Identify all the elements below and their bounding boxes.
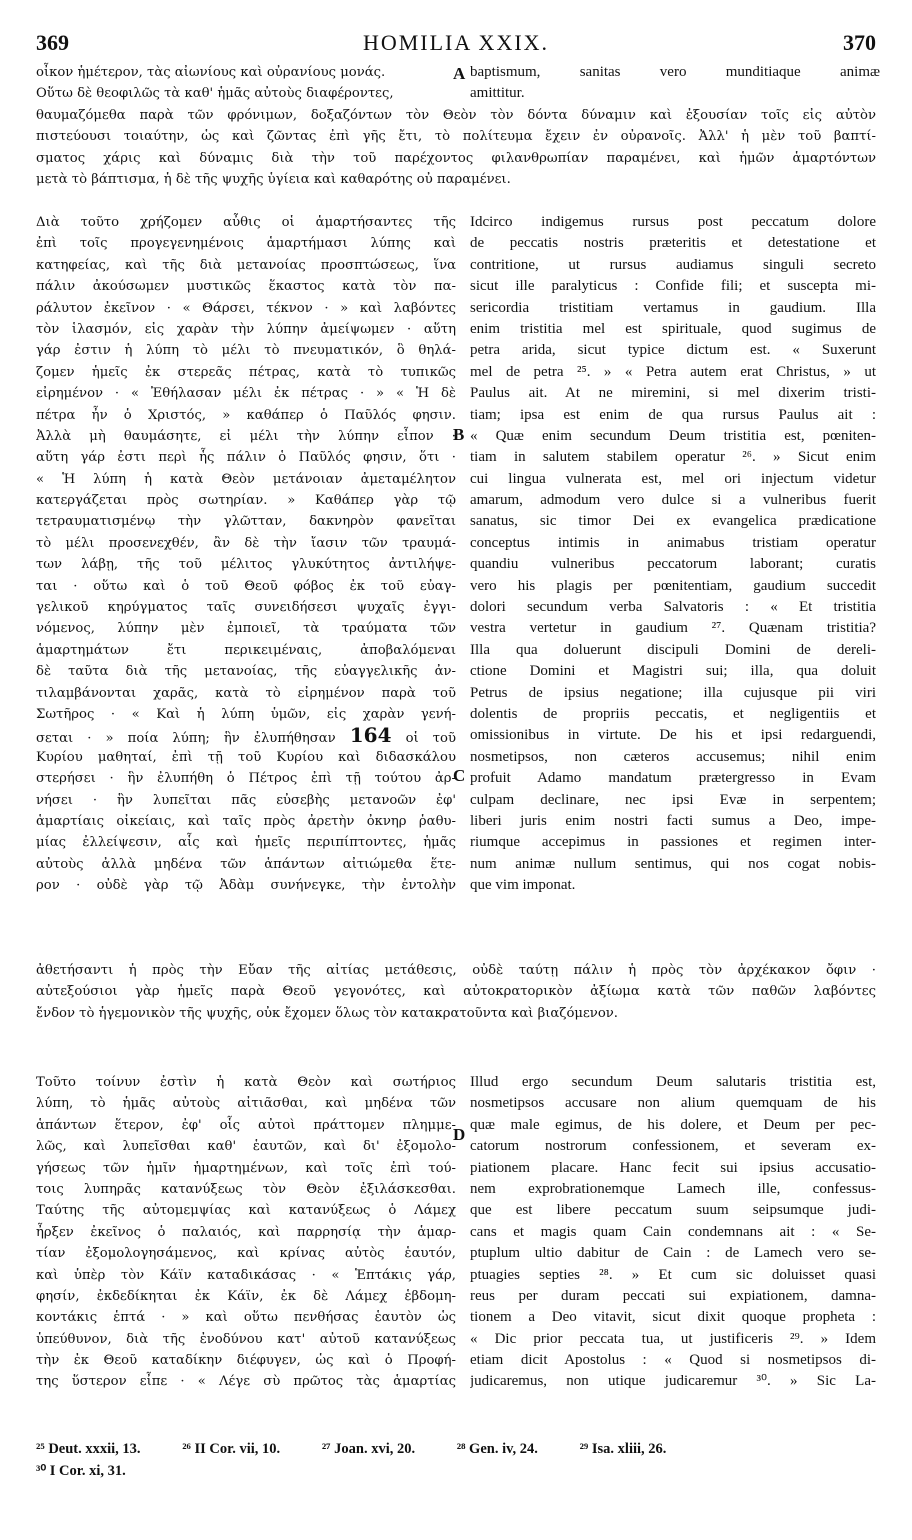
text-line: κατεργάζεται πρὸς σωτηρίαν. » Καθάπερ γὰρ τῷ [36,493,456,509]
text-line: baptismum, sanitas vero munditiaque animæ [470,64,880,80]
text-line: τοις λυπηρᾶς κατανύξεως τὸν Θεὸν ἐξιλάσκεσθαι. [36,1181,456,1197]
greek-column-1 [36,212,456,897]
text-line: « Dic prior peccata tua, ut justificeris ²⁹. » Idem [470,1330,876,1347]
text-line: tiam in salutem stabilem operatur ²⁶. » Sicut enim [470,449,876,466]
text-line: τὸν ἱλασμόν, εἰς χαρὰν τὴν λύπην ἀμείψωμεν · αὕτη [36,321,456,337]
text-line: cans et magis quam Cain condemnans ait : « Se- [470,1223,876,1240]
page-number-right: 370 [843,30,876,55]
text-line: γελικοῦ κηρύγματος ταῖς συνειδήσεσι ψυχαῖς ἐγγι- [36,600,456,616]
text-line: κατηφείας, καὶ τῆς διὰ μετανοίας προσπτώσεως, ἵνα [36,257,456,273]
text-line: nosmetipsos accusare non alium quemquam de his [470,1095,876,1112]
text-segment: οἱ τοῦ [405,731,456,747]
text-line: λύπη, τὸ ἡμᾶς αὐτοὺς αἰτιᾶσθαι, καὶ μηδένα τῶν [36,1096,456,1112]
text-line: ctione Domini et Magistri sui; illa, qua doluit [470,663,876,680]
footnote: ³⁰ I Cor. xi, 31. [36,1463,126,1479]
text-line: των λάβῃ, τῆς τοῦ μέλιτος γλυκύτητος ἀντιλήψε- [36,557,456,573]
section-marker-c: C [453,766,466,785]
text-line: ζομεν ἡμεῖς ἐκ στερεᾶς πέτρας, κατὰ τὸ τυπικῶς [36,364,456,380]
text-line: τὴν ἐκ Θεοῦ καταδίκην διέφυγεν, ὡς καὶ ὁ Προφή- [36,1353,456,1369]
greek-column-1-lower [36,1072,456,1393]
text-line: Κυρίου μαθηταί, ἐπὶ τῇ τοῦ Κυρίου καὶ διδασκάλου [36,749,456,765]
text-line-with-number [36,725,456,746]
text-line: amittitur. [470,85,525,102]
text-line: omissionibus in virtute. De his et ipsi redarguendi, [470,727,876,744]
text-line: πέτρα ἦν ὁ Χριστός, » καθάπερ ὁ Παῦλός φησιν. [36,407,456,423]
text-line: δὲ ταῦτα διὰ τῆς μετανοίας, τῆς εὐαγγελικῆς ἀν- [36,664,456,680]
text-line: reus per duram peccati sui expiationem, damna- [470,1287,876,1304]
text-line: Διὰ τοῦτο χρήζομεν αὖθις οἱ ἁμαρτήσαντες τῆς [36,215,456,230]
text-line: Τοῦτο τοίνυν ἐστὶν ἡ κατὰ Θεὸν καὶ σωτήριος [36,1075,456,1090]
text-line: ptuagies septies ²⁸. » Et cum sic doluisset quasi [470,1266,876,1283]
text-line: Illud ergo secundum Deum salutaris tristitia est, [470,1074,876,1090]
text-line: θαυμαζόμεθα παρὰ τῶν φρόνιμων, δοξαζόντων τὸν Θεὸν τὸν δόντα δύναμιν καὶ ἐξουσίαν τοῖς εἰς αὐτὸν [36,108,876,123]
page-number-left: 369 [36,30,69,55]
text-line: Idcirco indigemus rursus post peccatum dolore [470,214,876,230]
text-line: petra arida, sicut typice dictum est. « Suxerunt [470,342,876,359]
text-line: εἰρημένον · « Ἐθήλασαν μέλι ἐκ πέτρας · » « Ἡ δὲ [36,386,456,402]
text-line: Illa qua doluerunt discipuli Domini de dereli- [470,641,876,658]
text-line: « Ἡ λύπη ἡ κατὰ Θεὸν μετάνοιαν ἀμεταμέλητον [36,471,456,487]
text-line: φησίν, ἐκδεδίκηται ἐκ Κάϊν, ἐκ δὲ Λάμεχ ἑβδομη- [36,1288,456,1304]
text-line: ptuplum ultio dabitur de Cain : de Lamech vero se- [470,1245,876,1262]
text-line: de peccatis nostris præteritis et detestatione et [470,235,876,252]
text-line: ρον · οὐδὲ γὰρ τῷ Ἀδὰμ συνήνεγκε, τὴν ἐντολὴν [36,878,456,894]
latin-column-2-lower [470,1072,876,1393]
text-line: que est libere peccatum suum seipsumque judi- [470,1202,876,1219]
section-marker-b: B [453,425,465,444]
text-line: « Quæ enim secundum Deum tristitia est, pœniten- [470,427,876,444]
text-line: στερήσει · ἣν ἐλυπήθη ὁ Πέτρος ἐπὶ τῇ τούτου ἀρ- [36,771,456,787]
greek-top-col [36,62,456,105]
text-line: Petrus de ipsius negatione; illa cujusque pii viri [470,684,876,701]
text-line: της ὕστερον εἶπε · « Λέγε σὺ πρῶτος τὰς ἁμαρτίας [36,1374,456,1390]
text-line: τὸ μέλι προσενεχθέν, ἂν δὲ τὴν ἴασιν τῶν τραυμά- [36,535,456,551]
footnote: ²⁹ Isa. xliii, 26. [579,1441,667,1457]
text-line: κοντάκις ἑπτά · » καὶ οὕτω πενθήσας ἑαυτὸν ὡς [36,1310,456,1326]
text-line: μετὰ τὸ βάπτισμα, ἡ δὲ τῆς ψυχῆς ὑγίεια καὶ καθαρότης οὐ παραμένει. [36,172,511,188]
text-line: que vim imponat. [470,877,576,894]
text-line: quæ male egimus, de his dolere, et Deum per pec- [470,1116,876,1133]
latin-column-2 [470,212,876,897]
text-line: τετραυματισμένῳ τὴν γλῶτταν, δακνηρὸν φανεῖται [36,514,456,530]
text-line: profuit Adamo mandatum prætergresso in Evam [470,770,876,787]
text-line: sanatus, sic timor Dei ex evangelica prædicatione [470,513,876,530]
text-line: καὶ ὑπὲρ τὸν Κάϊν καταδικάσας · « Ἑπτάκις γάρ, [36,1267,456,1283]
text-line: sicut ille paralyticus : Confide fili; et suscepta mi- [470,278,876,295]
text-line: dolentis de propriis peccatis, et negligentiis et [470,705,876,722]
text-line: πιστεύουσι τοιαύτην, ὡς καὶ ζῶντας ἐπὶ γῆς ἔτι, τὸ πολίτευμα ἔχειν ἐν οὐρανοῖς. Ἀλλ' ἡ μὲν τοῦ βαπτί- [36,129,876,145]
footnotes [36,1438,876,1482]
text-line: judicaremus, non utique judicaremur ³⁰. » Sic La- [470,1373,876,1390]
text-line: ται · οὕτω καὶ ὁ τοῦ Θεοῦ φόβος ἐκ τοῦ εὐαγ- [36,578,456,594]
text-line: νήσει · ἣν λυπεῖται πᾶς εὐσεβὴς μετανοῶν ἐφ' [36,792,456,808]
text-line: οἶκον ἡμέτερον, τὰς αἰωνίους καὶ οὐρανίους μονάς. [36,65,386,80]
text-line: μίας ἐλλείψεσιν, αἷς καὶ ἡμεῖς περιπίπτοντες, ἡμᾶς [36,835,456,851]
text-line: τίαν ἐξομολογησάμενος, καὶ κρίνας αὐτὸς ἑαυτόν, [36,1246,456,1262]
text-line: nosmetipsos, non cæteros accusemus; nihil enim [470,748,876,765]
text-line: αὐτοὺς ἀλλὰ μηδένα τῶν ἁπάντων αἰτιώμεθα ἕτε- [36,856,456,872]
text-line: num animæ nullum sentimus, qui nos cogat nobis- [470,855,876,872]
text-line: πάλιν ἀκούσωμεν μυστικῶς ἕκαστος κατὰ τὸν πα- [36,279,456,295]
text-line: Ταύτης τῆς αὐτομεμψίας καὶ κατανύξεως ὁ Λάμεχ [36,1203,456,1219]
section-marker-d: D [453,1125,466,1144]
text-line: ράλυτον ἐκεῖνον · « Θάρσει, τέκνον · » καὶ λαβόντες [36,300,456,316]
latin-top-col [470,62,880,105]
text-line: piationem placare. Hanc fecit sui ipsius accusatio- [470,1159,876,1176]
text-line: ἁπάντων ἕτερον, ἐφ' οἷς αὐτοὶ πράττομεν πλημμε- [36,1117,456,1133]
text-line: Paulus ait. At ne miremini, si mel dixerim tristi- [470,385,876,402]
text-line: ἔνδον τὸ ἡγεμονικὸν τῆς ψυχῆς, οὐκ ἔχομεν ὅλως τὸν κατακρατοῦντα καὶ βιαζόμενον. [36,1005,618,1021]
text-line: ἀθετήσαντι ἡ πρὸς τὴν Εὔαν τῆς αἰτίας μετάθεσις, οὐδὲ ταύτῃ πάλιν ἡ πρὸς τὸν ἀρχέκακον ὄφιν · [36,963,876,978]
text-line: Ἀλλὰ μὴ θαυμάσητε, εἰ μέλι τὴν λύπην εἶπον · [36,428,456,444]
text-line: αὐτεξούσιοι γὰρ ἡμεῖς παρὰ Θεοῦ γεγονότες, καὶ αὐτοκρατορικὸν ἀξίωμα κατὰ τῶν παθῶν λαβόντες [36,984,876,1000]
greek-full-top [36,105,876,191]
text-line: dolori secundum verba Salvatoris : « Et tristitia [470,599,876,616]
text-line: enim tristitia mel est spirituale, quod sugimus de [470,320,876,337]
text-line: nem exprobrationemque Lamech ille, confessus- [470,1180,876,1197]
footnote: ²⁷ Joan. xvi, 20. [321,1441,416,1457]
text-line: vestra vertetur in gaudium ²⁷. Quænam tristitia? [470,620,876,637]
text-line: ὑπεύθυνον, διὰ τῆς ἐνοδύνου κατ' αὐτοῦ κατανύξεως [36,1331,456,1347]
text-line: contritione, ut rursus audiamus singuli secreto [470,256,876,273]
text-line: tiam; ipsa est enim de qua rursus Paulus ait : [470,406,876,423]
text-segment: σεται · » ποία λύπη; ἣν ἐλυπήθησαν [36,731,336,747]
text-line: mel de petra ²⁵. » « Petra autem erat Christus, » ut [470,363,876,380]
homily-title: HOMILIA XXIX. [362,30,550,55]
footnote: ²⁵ Deut. xxxii, 13. [36,1441,141,1457]
text-line: νόμενος, λύπην μὲν ἐμποιεῖ, τὰ τραύματα τῶν [36,621,456,637]
running-header [36,30,876,58]
text-line: liberi juris enim nostri facti sumus a Deo, impe- [470,812,876,829]
text-line: αὕτη γάρ ἐστι περὶ ἧς πάλιν ὁ Παῦλός φησιν, ὅτι · [36,450,456,466]
text-line: sericordia tristitiam vertamus in gaudium. Illa [470,299,876,316]
text-line: Σωτῆρος · « Καὶ ἡ λύπη ὑμῶν, εἰς χαρὰν γενή- [36,706,456,722]
text-line: amarum, admodum vero dulce si a vulneribus fuerit [470,492,876,509]
greek-full-middle [36,960,876,1024]
text-line: vero his plagis per pœnitentiam, gaudium succedit [470,577,876,594]
text-line: γάρ ἐστιν ἡ λύπη τὸ μέλι τὸ πνευματικόν, ὃ θηλά- [36,343,456,359]
text-line: riumque accepimus in passiones et regimen inter- [470,834,876,851]
text-line: γήσεως τῶν ἡμῖν ἡμαρτημένων, καὶ τοῖς ἐπὶ τού- [36,1160,456,1176]
text-line: etiam dicit Apostolus : « Quod si nosmetipsos di- [470,1352,876,1369]
footnote: ²⁸ Gen. iv, 24. [456,1441,538,1457]
text-line: σματος χάρις καὶ δύναμις διὰ τὴν τοῦ παρέχοντος φιλανθρωπίαν παραμένει, καὶ ἡμῶν ἁμαρτόντων [36,150,876,166]
text-line: ἦρξεν ἐκεῖνος ὁ παλαιός, καὶ παρρησίᾳ τὴν ἁμαρ- [36,1224,456,1240]
text-line: tionem a Deo vitavit, sicut dixit quoque propheta : [470,1309,876,1326]
text-line: τιλαμβάνονται χαρᾶς, κατὰ τὸ εἰρημένον παρὰ τοῦ [36,685,456,701]
text-line: λῶς, καὶ λυπεῖσθαι καθ' ἑαυτῶν, καὶ δι' ἐξομολο- [36,1139,456,1155]
text-line: ἁμαρτημάτων ἔτι περικειμέναις, ἀποβαλόμεναι [36,642,456,658]
text-line: culpam declinare, nec ipsi Evæ in serpentem; [470,791,876,808]
edition-page-number: 164 [349,725,392,747]
text-line: ἁμαρτίαις οἰκείαις, καὶ ταῖς πρὸς ἀρετὴν ὀκνηρ ῥαθυ- [36,813,456,829]
section-marker-a: A [453,64,466,83]
footnote: ²⁶ II Cor. vii, 10. [182,1441,281,1457]
text-line: catorum nostrorum confessionem, et severam ex- [470,1138,876,1155]
text-line: quandiu vulneribus peccatorum laborant; curatis [470,556,876,573]
text-line: ἐπὶ τοῖς προγεγενημένοις ἁμαρτήμασι λύπης καὶ [36,236,456,252]
text-line: cui lingua vulnerata est, mel ori injectum videtur [470,470,876,487]
text-line: conceptus intimis in animabus tristiam operatur [470,534,876,551]
text-line: Οὕτω δὲ θεοφιλῶς τὰ καθ' ἡμᾶς αὐτοὺς διαφέροντες, [36,86,394,102]
